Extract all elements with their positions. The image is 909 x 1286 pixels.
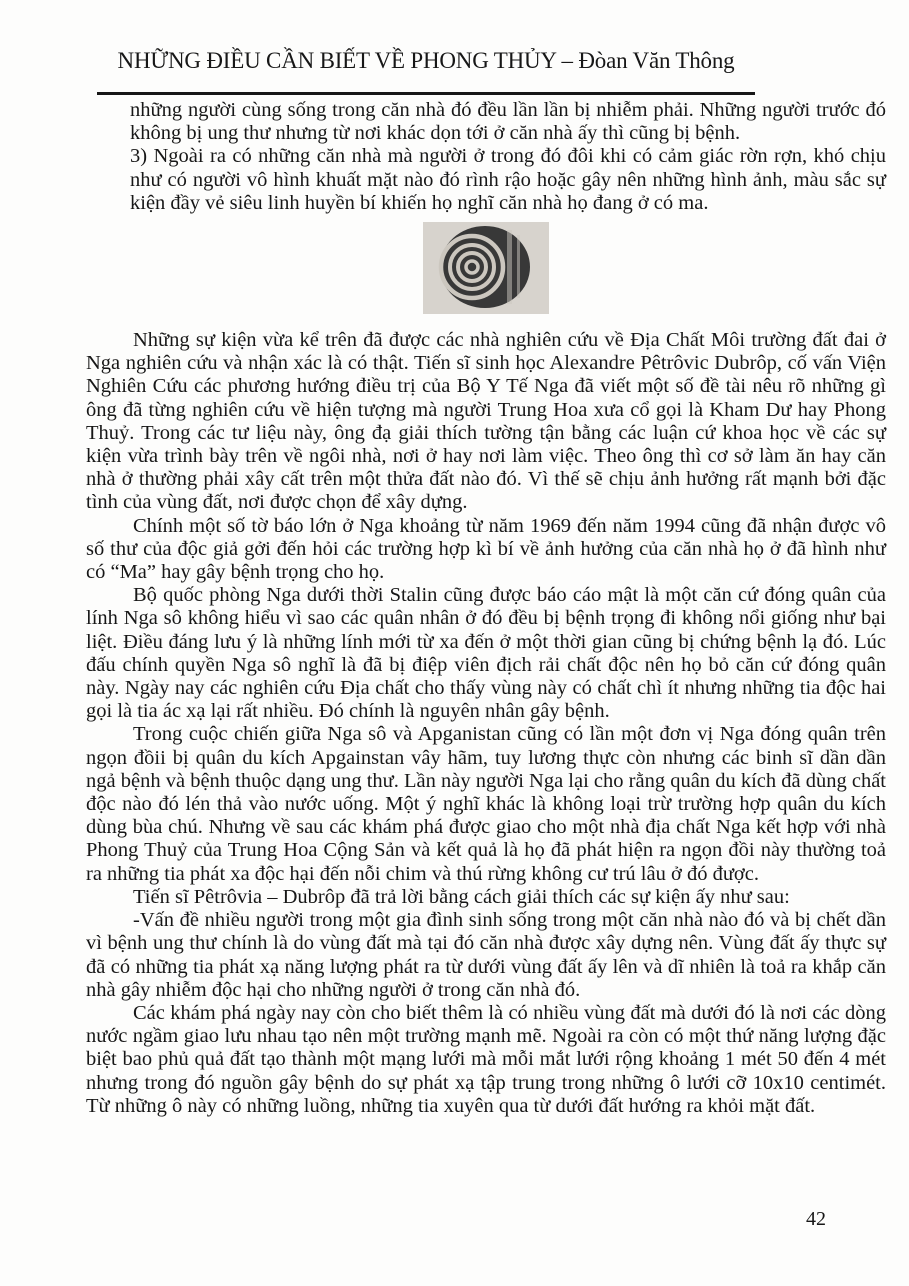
paragraph: Bộ quốc phòng Nga dưới thời Stalin cũng được báo cáo mật là một căn cứ đóng quân của lính Nga sô không hiểu vì sao các quân nhân ở đó đều bị bệnh trọng đi không nổi giống như bại liệt. Điều đáng lưu ý là những lính mới từ xa đến ở một thời gian cũng bị chứng bệnh lạ đó. Lúc đấu chính quyền Nga sô nghĩ là đã bị điệp viên địch rải chất độc nên họ bỏ căn cứ đóng quân này. Ngày nay các nghiên cứu Địa chất cho thấy vùng này có chất chì ít nhưng những tia độc hai gọi là tia ác xạ lại rất nhiều. Đó chính là nguyên nhân gây bệnh.	[86, 584, 886, 723]
paragraph: Chính một số tờ báo lớn ở Nga khoảng từ năm 1969 đến năm 1994 cũng đã nhận được vô số thư của độc giả gởi đến hỏi các trường hợp kì bí về ảnh hưởng của căn nhà họ ở đã hình như có “Ma” hay gây bệnh trọng cho họ.	[86, 514, 886, 584]
paragraph: Trong cuộc chiến giữa Nga sô và Apganistan cũng có lần một đơn vị Nga đóng quân trên ngọn đồii bị quân du kích Apgainstan vây hãm, tuy lương thực còn nhưng các binh sĩ dần dần ngả bệnh và bệnh thuộc dạng ung thư. Lần này người Nga lại cho rằng quân du kích đã dùng chất độc nào đó lén thả vào nước uống. Một ý nghĩ khác là không loại trừ trường hợp quân du kích dùng bùa chú. Nhưng về sau các khám phá được giao cho một nhà địa chất Nga kết hợp với nhà Phong Thuỷ của Trung Hoa Cộng Sản và kết quả là họ đã phát hiện ra ngọn đồi này thường toả ra những tia phát xa độc hại đến nỗi chim và thú rừng không cư trú lâu ở đó được.	[86, 723, 886, 885]
header-rule	[97, 92, 755, 95]
paragraph: Tiến sĩ Pêtrôvia – Dubrôp đã trả lời bằng cách giải thích các sự kiện ấy như sau:	[133, 885, 790, 908]
paragraph: -Vấn đề nhiều người trong một gia đình sinh sống trong một căn nhà nào đó và bị chết dần vì bệnh ung thư chính là do vùng đất mà tại đó căn nhà được xây dựng nên. Vùng đất ấy thực sự đã có những tia phát xạ năng lượng phát ra từ dưới vùng đất ấy lên và dĩ nhiên là toả ra khắp căn nhà gây nhiễm độc hại cho những người ở trong căn nhà đó.	[86, 909, 886, 1001]
paragraph: Những sự kiện vừa kể trên đã được các nhà nghiên cứu về Địa Chất Môi trường đất đai ở Nga nghiên cứu và nhận xác là có thật. Tiến sĩ sinh học Alexandre Pêtrôvic Dubrôp, cố vấn Viện Nghiên Cứu các phương hướng điều trị của Bộ Y Tế Nga đã viết một số đề tài nêu rõ những gì ông đã từng nghiên cứu về hiện tượng mà người Trung Hoa xưa cổ gọi là Kham Dư hay Phong Thuỷ. Trong các tư liệu này, ông đạ giải thích tường tận bằng các luận cứ khoa học về các sự kiện vừa trình bày trên về ngôi nhà, nơi ở hay nơi làm việc. Theo ông thì cơ sở làm ăn hay căn nhà ở thường phải xây cất trên một thửa đất nào đó. Vì thế sẽ chịu ảnh hưởng rất mạnh bởi đặc tình của vùng đất, nơi được chọn để xây dựng.	[86, 329, 886, 514]
page-header-title: NHỮNG ĐIỀU CẦN BIẾT VỀ PHONG THỦY – Đòan Văn Thông	[117, 48, 735, 73]
intro-block	[130, 99, 886, 215]
paragraph-continuation: những người cùng sống trong căn nhà đó đều lần lần bị nhiễm phải. Những người trước đó không bị ung thư nhưng từ nơi khác dọn tới ở căn nhà ấy thì cũng bị bệnh.	[130, 99, 886, 145]
figure-wrap	[86, 222, 886, 314]
page-number: 42	[806, 1208, 826, 1230]
body-text	[86, 99, 886, 1118]
concentric-circles-photo	[423, 222, 549, 314]
paragraph: Các khám phá ngày nay còn cho biết thêm là có nhiều vùng đất mà dưới đó là nơi các dòng nước ngầm giao lưu nhau tạo nên một trường mạnh mẽ. Ngoài ra còn có một thứ năng lượng đặc biệt bao phủ quả đất tạo thành một mạng lưới mà mỗi mắt lưới rộng khoảng 1 mét 50 đến 4 mét nhưng trong đó nguồn gây bệnh do sự phát xạ tập trung trong những ô lưới cỡ 10x10 centimét. Từ những ô này có những luồng, những tia xuyên qua từ dưới đất hướng ra khỏi mặt đất.	[86, 1001, 886, 1117]
paragraph-item-3: 3) Ngoài ra có những căn nhà mà người ở trong đó đôi khi có cảm giác rờn rợn, khó chịu như có người vô hình khuất mặt nào đó rình rậo hoặc gây nên những hình ảnh, màu sắc sự kiện đầy vẻ siêu linh huyền bí khiến họ nghĩ căn nhà họ đang ở có ma.	[130, 145, 886, 214]
